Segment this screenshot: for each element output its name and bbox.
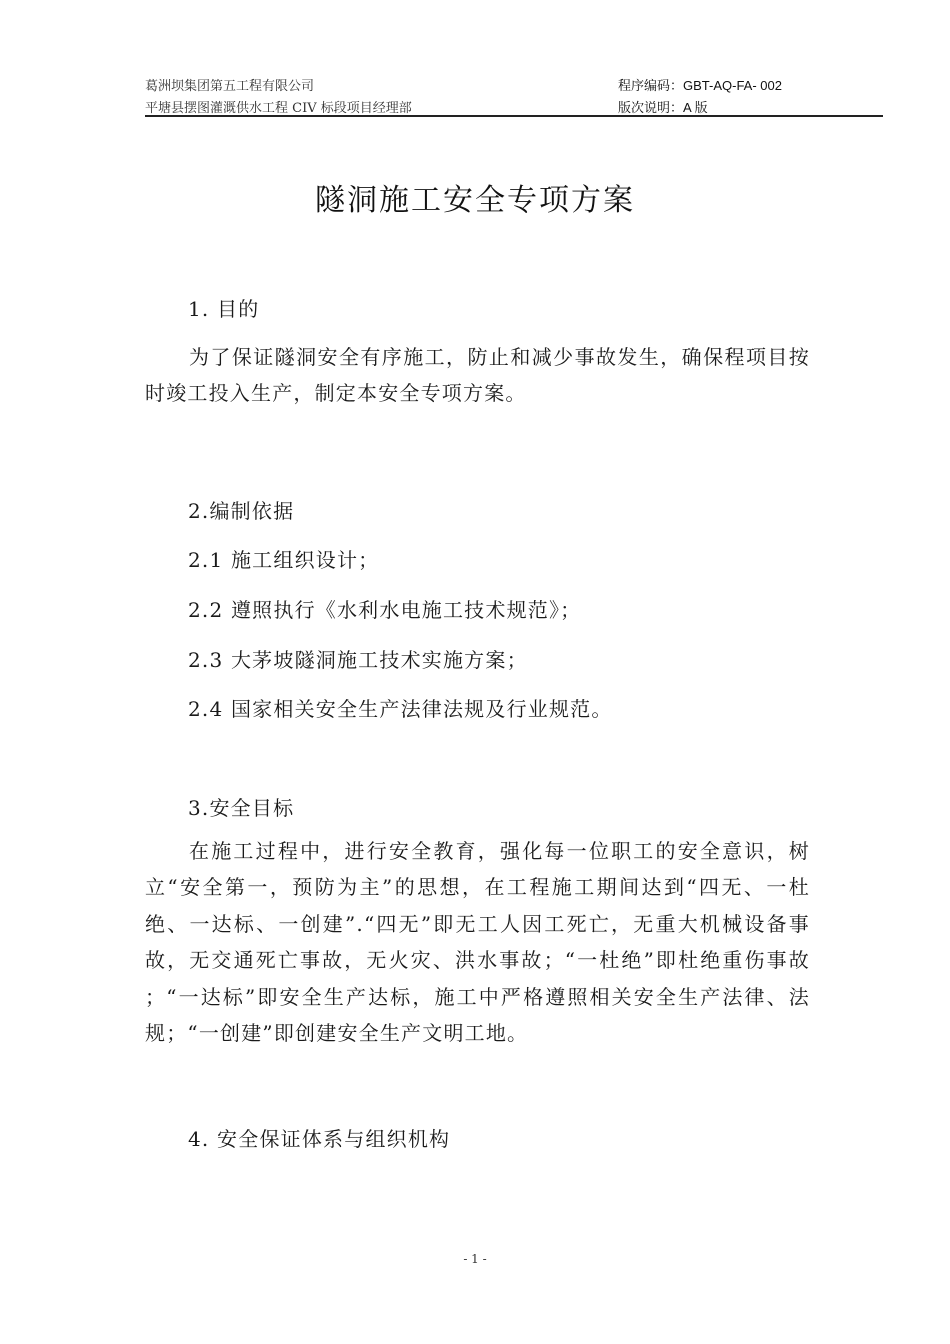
header-row-1	[145, 72, 883, 94]
section-2-item-3: 2.3 大茅坡隧洞施工技术实施方案；	[188, 648, 528, 672]
header-row-2	[145, 94, 883, 116]
program-code: 程序编码：GBT-AQ-FA- 002	[618, 78, 782, 93]
document-title: 隧洞施工安全专项方案	[315, 183, 635, 218]
project-department: 平塘县摆图灌溉供水工程 CIV 标段项目经理部	[145, 101, 412, 116]
page-header	[145, 72, 883, 116]
version-note: 版次说明：A 版	[618, 100, 708, 115]
header-divider	[145, 115, 883, 117]
section-4-heading: 4. 安全保证体系与组织机构	[188, 1127, 451, 1151]
section-1-body: 为了保证隧洞安全有序施工，防止和减少事故发生，确保程项目按时竣工投入生产，制定本安全专项方案。	[145, 345, 810, 406]
section-1-heading: 1. 目的	[188, 297, 260, 321]
section-2-item-4: 2.4 国家相关安全生产法律法规及行业规范。	[188, 697, 613, 721]
page-number: - 1 -	[463, 1252, 487, 1266]
section-2-item-2: 2.2 遵照执行《水利水电施工技术规范》；	[188, 598, 582, 622]
section-3-heading: 3.安全目标	[188, 796, 295, 820]
section-2-item-1: 2.1 施工组织设计；	[188, 548, 380, 572]
section-2-heading: 2.编制依据	[188, 499, 295, 523]
company-name: 葛洲坝集团第五工程有限公司	[145, 79, 315, 94]
section-3-body: 在施工过程中，进行安全教育，强化每一位职工的安全意识，树立“安全第一，预防为主”的思想，在工程施工期间达到“四无、一杜绝、一达标、一创建”.“四无”即无工人因工死亡，无重大机械设备事故，无交通死亡事故，无火灾、洪水事故；“一杜绝”即杜绝重伤事故 ；“一达标”即安全生产达标，施工中严格遵照相关安全生产法律、法规；“一创建”即创建安全生产文明工地。	[145, 839, 810, 1046]
